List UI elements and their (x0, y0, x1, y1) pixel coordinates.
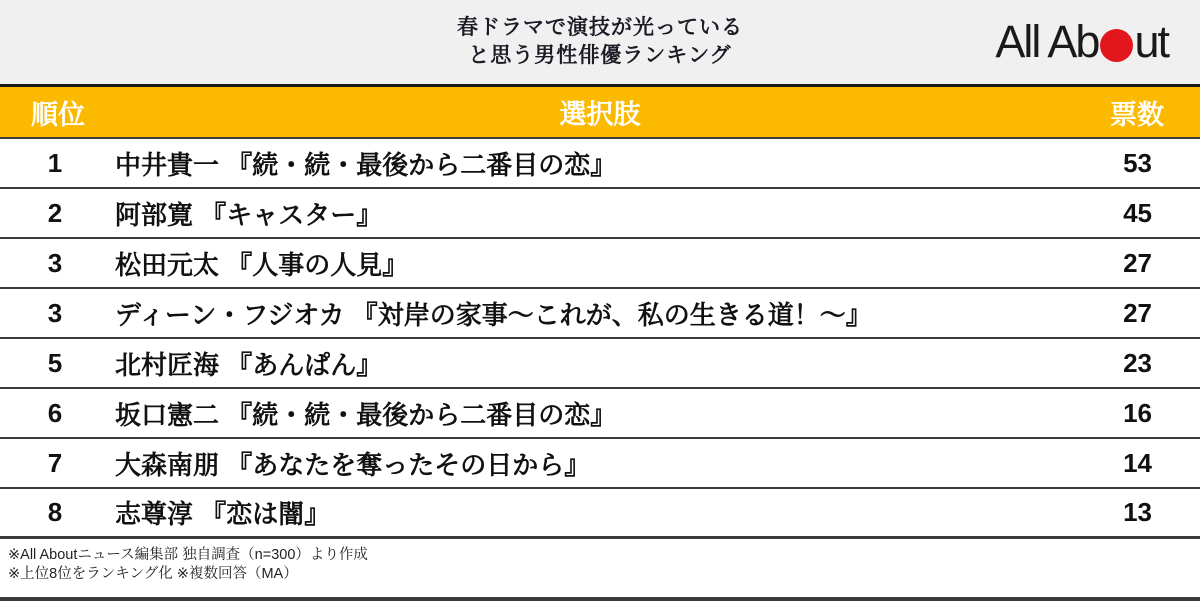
rank-cell: 1 (47, 147, 63, 178)
table-row (0, 189, 1200, 239)
choice-cell: 北村匠海 『あんぱん』 (115, 349, 383, 380)
logo-red-dot-icon (1100, 29, 1133, 62)
votes-cell: 16 (1123, 397, 1152, 428)
column-header-votes: 票数 (1110, 99, 1164, 130)
rank-cell: 8 (47, 497, 63, 527)
table-row (0, 489, 1200, 539)
table-row (0, 289, 1200, 339)
votes-cell: 23 (1123, 347, 1152, 378)
rank-cell: 5 (47, 347, 63, 378)
choice-cell: ディーン・フジオカ 『対岸の家事～これが、私の生きる道！～』 (115, 299, 872, 330)
choice-cell: 坂口憲二 『続・続・最後から二番目の恋』 (115, 399, 617, 430)
footnote-line2: ※上位8位をランキング化 ※複数回答（MA） (8, 566, 298, 582)
rank-cell: 3 (47, 297, 63, 328)
column-header-rank: 順位 (31, 99, 85, 130)
choice-cell: 阿部寛 『キャスター』 (115, 199, 383, 230)
choice-cell: 志尊淳 『恋は闇』 (115, 499, 331, 529)
table-row (0, 339, 1200, 389)
rank-cell: 6 (47, 397, 63, 428)
table-row (0, 139, 1200, 189)
footnotes (0, 539, 1200, 584)
allabout-logo (995, 16, 1168, 68)
votes-cell: 27 (1123, 247, 1152, 278)
page-title-line2: と思う男性俳優ランキング (468, 44, 732, 67)
ranking-rows (0, 139, 1200, 539)
table-row (0, 389, 1200, 439)
votes-cell: 27 (1123, 297, 1152, 328)
table-header-row (0, 84, 1200, 139)
votes-cell: 13 (1123, 497, 1152, 527)
rank-cell: 7 (47, 447, 63, 478)
column-header-choice: 選択肢 (559, 99, 641, 130)
rank-cell: 3 (47, 247, 63, 278)
votes-cell: 53 (1123, 147, 1152, 178)
logo-text-left: All Ab (995, 16, 1099, 67)
votes-cell: 14 (1123, 447, 1152, 478)
votes-cell: 45 (1123, 197, 1152, 228)
choice-cell: 中井貴一 『続・続・最後から二番目の恋』 (115, 149, 617, 180)
choice-cell: 大森南朋 『あなたを奪ったその日から』 (115, 449, 591, 480)
logo-text-right: ut (1134, 16, 1168, 67)
table-row (0, 239, 1200, 289)
page-title (457, 14, 743, 70)
bottom-divider (0, 597, 1200, 601)
footnote-line1: ※All Aboutニュース編集部 独自調査（n=300）より作成 (8, 547, 368, 563)
header-band (0, 0, 1200, 84)
rank-cell: 2 (47, 197, 63, 228)
choice-cell: 松田元太 『人事の人見』 (115, 249, 409, 280)
page-title-line1: 春ドラマで演技が光っている (457, 16, 743, 39)
table-row (0, 439, 1200, 489)
